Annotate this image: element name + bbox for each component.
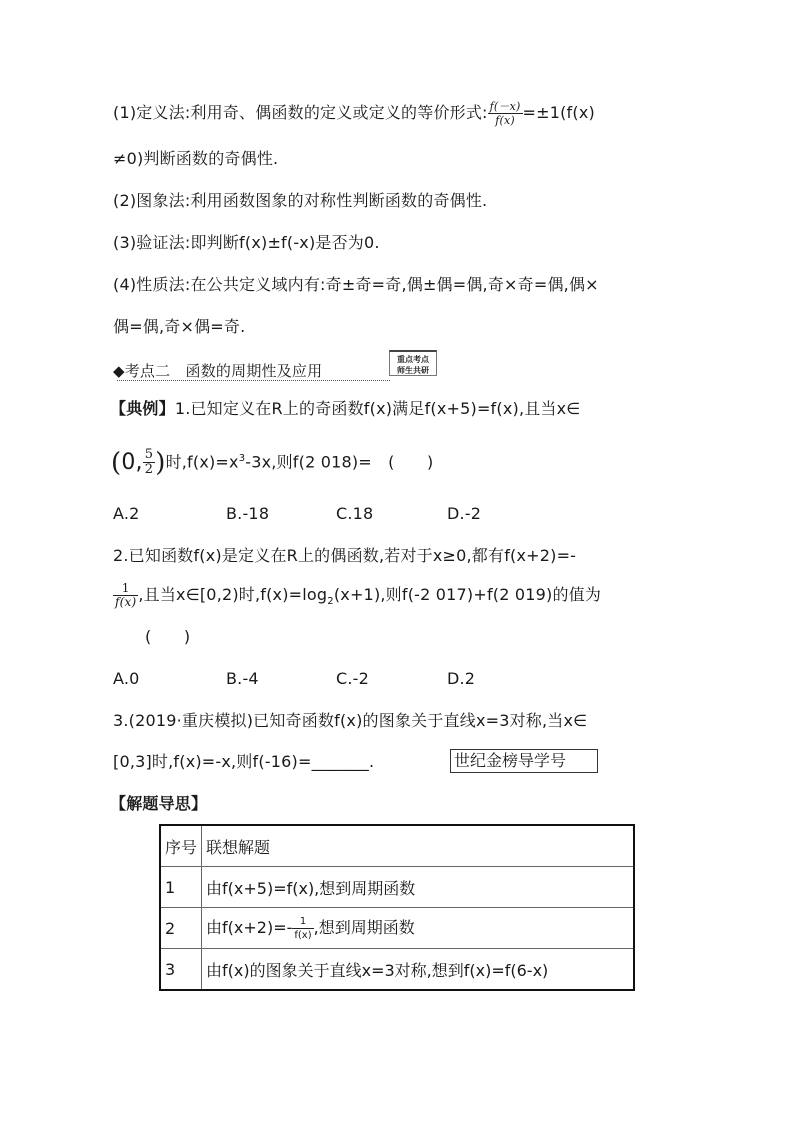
q1-option-a[interactable]: A.2 (113, 504, 140, 523)
badge-line-1: 重点考点 (397, 355, 429, 364)
example-label: 【典例】 (110, 399, 175, 418)
section-title: ◆考点二 函数的周期性及应用 (113, 362, 323, 380)
table-header-row (160, 825, 634, 867)
parity-fraction (488, 100, 523, 127)
table-row (160, 949, 634, 991)
jinbang-tag: 世纪金榜导学号 (450, 749, 598, 773)
fraction-numerator: f(－x) (489, 100, 521, 113)
row-hint: 由f(x+5)=f(x),想到周期函数 (202, 867, 634, 908)
method-4-line-2: 偶=偶,奇×偶=奇. (113, 317, 246, 336)
method-1-line (113, 100, 595, 127)
q2-line-1: 2.已知函数f(x)是定义在R上的偶函数,若对于x≥0,都有f(x+2)=- (113, 546, 577, 565)
row-no: 1 (160, 867, 202, 908)
table-row (160, 908, 634, 949)
q3-line-2: [0,3]时,f(x)=-x,则f(-16)=_______. (113, 752, 375, 771)
method-1-line-2: ≠0)判断函数的奇偶性. (113, 149, 279, 168)
table-row (160, 867, 634, 908)
interval-open-paren: ( (111, 447, 122, 478)
method-1-text: (1)定义法:利用奇、偶函数的定义或定义的等价形式: (113, 103, 488, 122)
row-fraction (292, 915, 313, 942)
q1-line-1 (110, 398, 580, 420)
fraction-denominator: f(x) (495, 114, 515, 127)
q2-option-d[interactable]: D.2 (447, 669, 476, 688)
q1-line-2 (111, 442, 433, 480)
method-3-line: (3)验证法:即判断f(x)±f(-x)是否为0. (113, 233, 380, 252)
q1-mid-text: 时,f(x)=x (165, 452, 239, 472)
log-base: 2 (327, 596, 334, 608)
q2-mid-text: ,且当x∈[0,2)时,f(x)=log (138, 585, 328, 604)
q2-option-c[interactable]: C.-2 (336, 669, 370, 688)
fraction-numerator: 1 (292, 915, 313, 929)
interval-start: 0, (121, 449, 143, 475)
q2-option-b[interactable]: B.-4 (226, 669, 259, 688)
row-no: 2 (160, 908, 202, 949)
section-divider (117, 380, 390, 381)
q1-option-d[interactable]: D.-2 (447, 504, 482, 523)
row-hint-suffix: ,想到周期函数 (313, 917, 415, 937)
q1-option-b[interactable]: B.-18 (226, 504, 270, 523)
method-1-suffix: =±1(f(x) (522, 103, 595, 122)
interval-fraction (143, 448, 155, 477)
reciprocal-fraction (113, 582, 138, 609)
q1-option-c[interactable]: C.18 (336, 504, 374, 523)
guide-table (159, 824, 635, 991)
guide-title: 【解题导思】 (110, 794, 208, 813)
exponent: 3 (238, 453, 246, 464)
interval-close-paren: ) (155, 447, 166, 478)
method-4-line-1: (4)性质法:在公共定义域内有:奇±奇=奇,偶±偶=偶,奇×奇=偶,偶× (113, 275, 599, 294)
q1-tail: -3x,则f(2 018)= ( ) (245, 452, 434, 472)
fraction-numerator: 1 (113, 582, 138, 596)
fraction-denominator: 2 (144, 462, 154, 478)
q3-line-1: 3.(2019·重庆模拟)已知奇函数f(x)的图象关于直线x=3对称,当x∈ (113, 711, 588, 730)
q2-tail: (x+1),则f(-2 017)+f(2 019)的值为 (333, 585, 602, 604)
fraction-denominator: f(x) (294, 929, 312, 941)
q2-line-2 (113, 578, 601, 619)
method-2-line: (2)图象法:利用函数图象的对称性判断函数的奇偶性. (113, 191, 488, 210)
row-hint: 由f(x)的图象关于直线x=3对称,想到f(x)=f(6-x) (202, 949, 634, 991)
section-badge (389, 350, 437, 376)
row-hint-prefix: 由f(x+2)=- (206, 917, 293, 937)
badge-line-2: 师生共研 (397, 366, 429, 375)
q2-answer-paren: ( ) (145, 627, 191, 646)
header-no: 序号 (160, 825, 202, 867)
row-hint (202, 908, 634, 949)
fraction-numerator: 5 (144, 447, 154, 463)
q1-text: 1.已知定义在R上的奇函数f(x)满足f(x+5)=f(x),且当x∈ (174, 399, 581, 418)
fraction-denominator: f(x) (115, 595, 137, 609)
header-hint: 联想解题 (202, 825, 634, 867)
row-no: 3 (160, 949, 202, 991)
q2-option-a[interactable]: A.0 (113, 669, 140, 688)
